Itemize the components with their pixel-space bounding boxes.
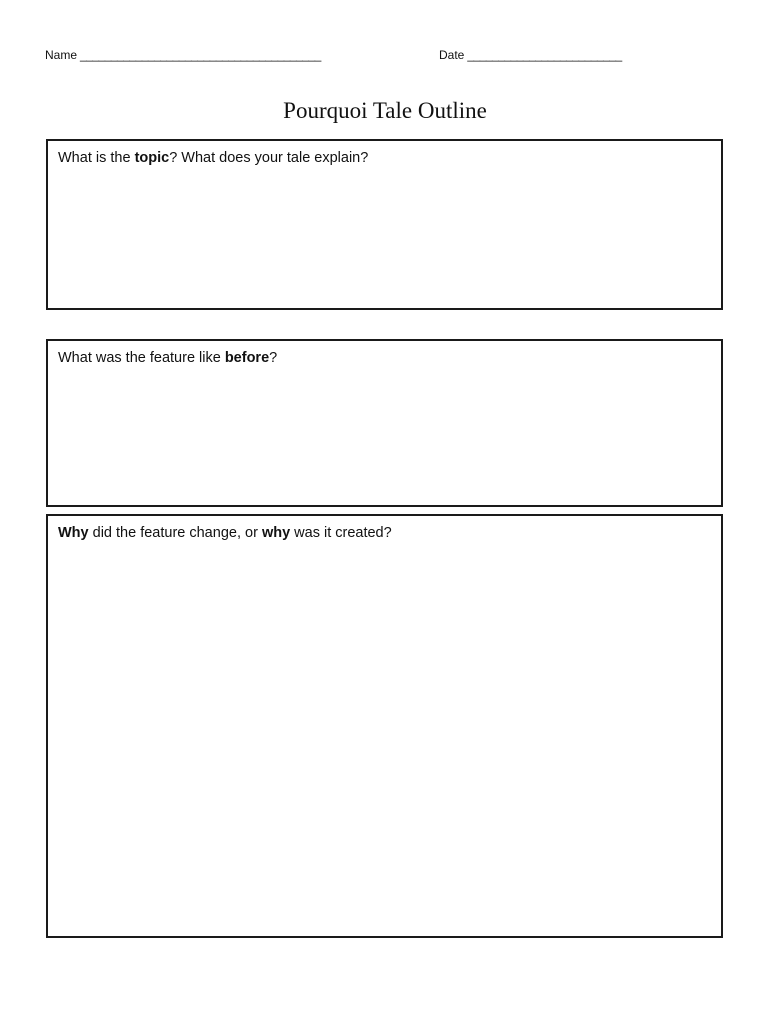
why-prompt-bold-1: Why xyxy=(58,525,89,541)
topic-answer-box[interactable] xyxy=(46,139,723,310)
date-field[interactable] xyxy=(439,47,622,63)
before-prompt-bold: before xyxy=(224,350,270,366)
topic-prompt-text-1: What is the xyxy=(58,150,135,166)
date-label: Date xyxy=(439,48,465,62)
name-field[interactable] xyxy=(45,47,321,63)
topic-prompt-bold: topic xyxy=(134,150,170,166)
date-blank-line[interactable]: _________________________ xyxy=(467,48,622,62)
why-prompt-bold-2: why xyxy=(261,525,291,541)
why-prompt-text-2: was it created? xyxy=(290,525,392,541)
before-prompt-text-2: ? xyxy=(269,350,278,366)
before-prompt-text-1: What was the feature like xyxy=(58,350,225,366)
why-prompt-text-1: did the feature change, or xyxy=(88,525,262,541)
topic-prompt xyxy=(58,149,368,167)
name-blank-line[interactable]: _______________________________________ xyxy=(80,48,321,62)
page-title: Pourquoi Tale Outline xyxy=(283,98,487,123)
before-answer-box[interactable] xyxy=(46,339,723,507)
before-prompt xyxy=(58,349,277,367)
why-answer-box[interactable] xyxy=(46,514,723,938)
topic-prompt-text-2: ? What does your tale explain? xyxy=(169,150,369,166)
name-label: Name xyxy=(45,48,78,62)
why-prompt xyxy=(58,524,392,542)
